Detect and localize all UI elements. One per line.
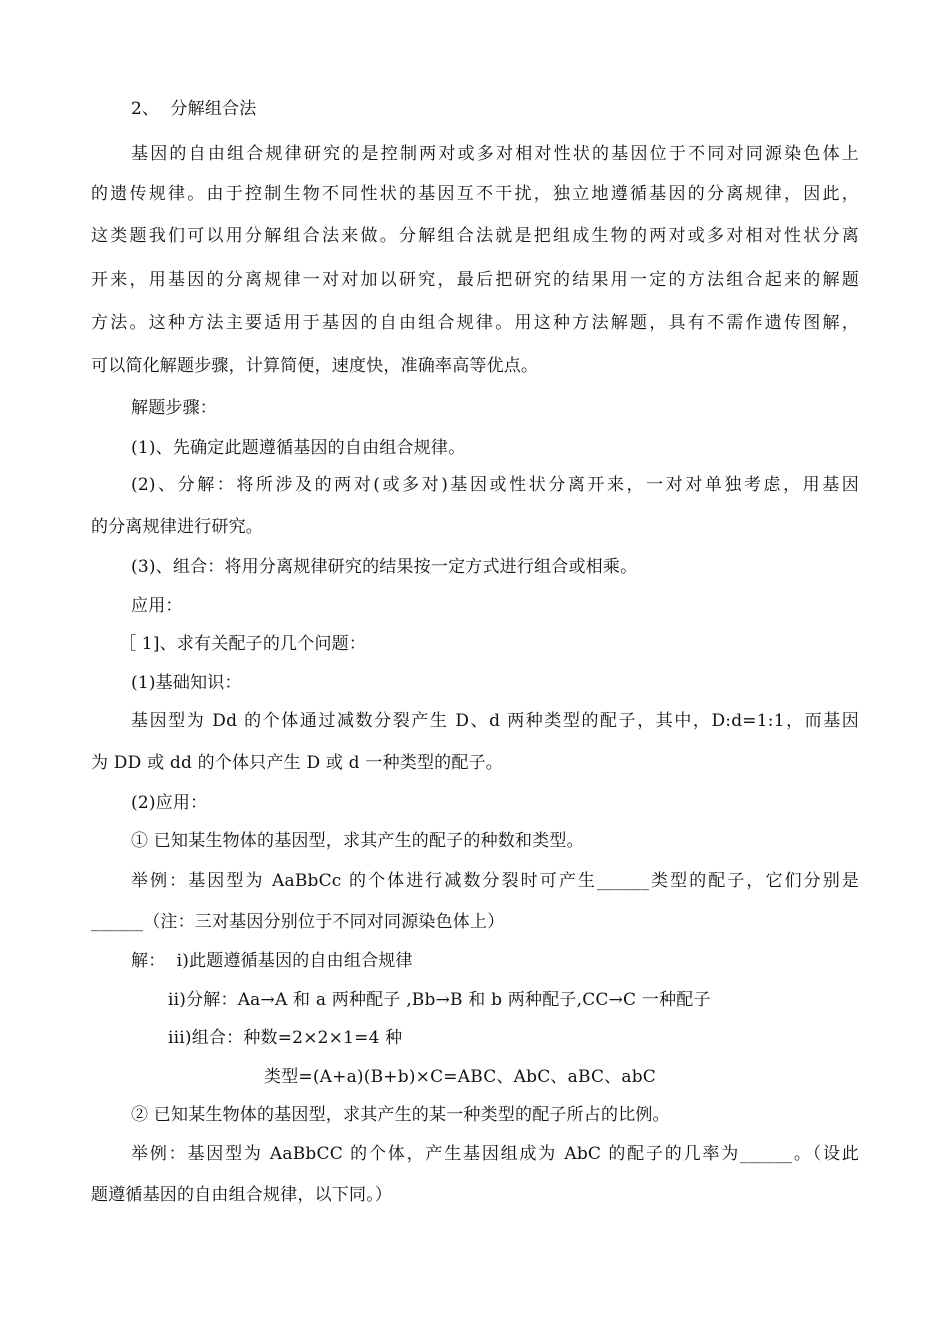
question-1-title: ［ 1]、求有关配子的几个问题： — [119, 634, 367, 654]
example-1-line: 举例：基因型为 AaBbCc 的个体进行减数分裂时可产生______类型的配子，它们分别是 — [131, 871, 859, 891]
step-3: (3)、组合：将用分离规律研究的结果按一定方式进行组合或相乘。 — [131, 557, 638, 577]
solution-types: 类型=(A+a)(B+b)×C=ABC、AbC、aBC、abC — [264, 1067, 656, 1087]
paragraph-line: 可以简化解题步骤，计算简便，速度快，准确率高等优点。 — [91, 356, 539, 376]
example-2-line: 题遵循基因的自由组合规律，以下同。） — [91, 1185, 393, 1205]
apply-title: 应用： — [131, 596, 183, 616]
application-title: (2)应用： — [131, 793, 208, 813]
basics-line: 为 DD 或 dd 的个体只产生 D 或 d 一种类型的配子。 — [91, 753, 503, 773]
item-1: ① 已知某生物体的基因型，求其产生的配子的种数和类型。 — [131, 831, 584, 851]
steps-title: 解题步骤： — [131, 398, 217, 418]
step-2-line: (2)、分解：将所涉及的两对(或多对)基因或性状分离开来，一对对单独考虑，用基因 — [131, 475, 859, 495]
example-2-line: 举例：基因型为 AaBbCC 的个体，产生基因组成为 AbC 的配子的几率为______。（设此 — [131, 1144, 859, 1164]
item-2: ② 已知某生物体的基因型，求其产生的某一种类型的配子所占的比例。 — [131, 1105, 670, 1125]
basics-title: (1)基础知识： — [131, 673, 242, 693]
paragraph-line: 的遗传规律。由于控制生物不同性状的基因互不干扰，独立地遵循基因的分离规律，因此， — [91, 184, 859, 204]
step-2-line: 的分离规律进行研究。 — [91, 517, 263, 537]
basics-line: 基因型为 Dd 的个体通过减数分裂产生 D、d 两种类型的配子，其中，D:d=1:1，而基因 — [131, 711, 859, 731]
paragraph-line: 方法。这种方法主要适用于基因的自由组合规律。用这种方法解题，具有不需作遗传图解， — [91, 313, 859, 333]
solution-step-i: 解： i)此题遵循基因的自由组合规律 — [131, 951, 413, 971]
paragraph-line: 基因的自由组合规律研究的是控制两对或多对相对性状的基因位于不同对同源染色体上 — [131, 144, 859, 164]
solution-step-ii: ii)分解：Aa→A 和 a 两种配子 ,Bb→B 和 b 两种配子,CC→C 一种配子 — [168, 990, 711, 1010]
step-1: (1)、先确定此题遵循基因的自由组合规律。 — [131, 438, 466, 458]
section-heading: 2、 分解组合法 — [131, 99, 257, 119]
solution-step-iii: iii)组合：种数=2×2×1=4 种 — [168, 1028, 403, 1048]
paragraph-line: 开来，用基因的分离规律一对对加以研究，最后把研究的结果用一定的方法组合起来的解题 — [91, 270, 859, 290]
example-1-line: ______（注：三对基因分别位于不同对同源染色体上） — [91, 912, 505, 932]
paragraph-line: 这类题我们可以用分解组合法来做。分解组合法就是把组成生物的两对或多对相对性状分离 — [91, 226, 859, 246]
